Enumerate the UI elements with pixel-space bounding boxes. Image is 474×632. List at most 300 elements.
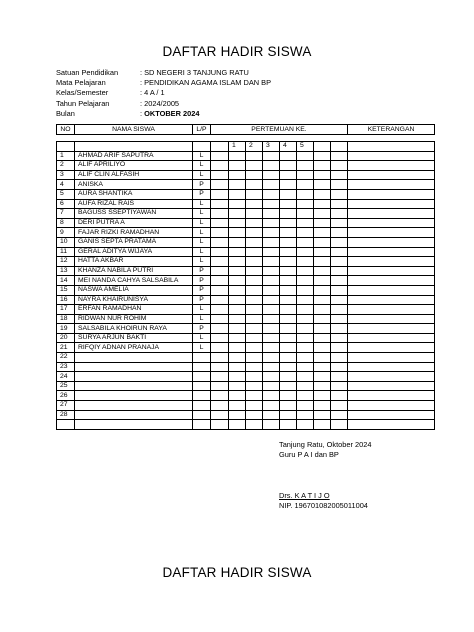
attendance-cell bbox=[331, 401, 348, 411]
attendance-cell bbox=[263, 420, 280, 430]
row-number: 14 bbox=[57, 276, 75, 286]
cell bbox=[75, 142, 193, 152]
attendance-cell bbox=[280, 237, 297, 247]
table-row bbox=[57, 314, 435, 324]
attendance-cell bbox=[331, 295, 348, 305]
attendance-cell bbox=[211, 247, 229, 257]
attendance-cell bbox=[246, 333, 263, 343]
attendance-cell bbox=[297, 372, 314, 382]
attendance-cell bbox=[280, 180, 297, 190]
student-gender bbox=[193, 420, 211, 430]
attendance-cell bbox=[211, 276, 229, 286]
attendance-cell bbox=[280, 362, 297, 372]
student-gender bbox=[193, 410, 211, 420]
attendance-cell bbox=[331, 257, 348, 267]
attendance-cell bbox=[297, 237, 314, 247]
student-name: GERAL ADITYA WIJAYA bbox=[75, 247, 193, 257]
table-row bbox=[57, 199, 435, 209]
attendance-cell bbox=[314, 372, 331, 382]
table-row bbox=[57, 209, 435, 219]
attendance-cell bbox=[314, 266, 331, 276]
student-gender: L bbox=[193, 305, 211, 315]
attendance-cell bbox=[246, 247, 263, 257]
attendance-cell bbox=[246, 228, 263, 238]
attendance-cell bbox=[280, 343, 297, 353]
attendance-cell bbox=[297, 247, 314, 257]
table-row bbox=[57, 151, 435, 161]
student-gender: P bbox=[193, 266, 211, 276]
attendance-cell bbox=[314, 353, 331, 363]
attendance-cell bbox=[263, 372, 280, 382]
info-value: : 4 A / 1 bbox=[140, 88, 165, 98]
notes-cell bbox=[348, 305, 435, 315]
attendance-cell bbox=[297, 420, 314, 430]
notes-cell bbox=[348, 362, 435, 372]
notes-cell bbox=[348, 285, 435, 295]
attendance-cell bbox=[263, 353, 280, 363]
row-number: 12 bbox=[57, 257, 75, 267]
attendance-cell bbox=[229, 237, 246, 247]
table-row bbox=[57, 161, 435, 171]
row-number: 5 bbox=[57, 189, 75, 199]
attendance-cell bbox=[331, 247, 348, 257]
student-name bbox=[75, 410, 193, 420]
table-row bbox=[57, 410, 435, 420]
attendance-cell bbox=[263, 324, 280, 334]
attendance-cell bbox=[280, 218, 297, 228]
student-name: DERI PUTRA A bbox=[75, 218, 193, 228]
row-number: 18 bbox=[57, 314, 75, 324]
student-name: ERFAN RAMADHAN bbox=[75, 305, 193, 315]
student-gender: L bbox=[193, 247, 211, 257]
student-name bbox=[75, 401, 193, 411]
student-gender bbox=[193, 381, 211, 391]
info-row-subject bbox=[56, 78, 271, 88]
student-name: AHMAD ARIF SAPUTRA bbox=[75, 151, 193, 161]
attendance-cell bbox=[229, 257, 246, 267]
row-number: 6 bbox=[57, 199, 75, 209]
table-row bbox=[57, 391, 435, 401]
attendance-cell bbox=[263, 276, 280, 286]
student-gender bbox=[193, 353, 211, 363]
info-label: Bulan bbox=[56, 108, 75, 118]
notes-cell bbox=[348, 257, 435, 267]
attendance-cell bbox=[229, 161, 246, 171]
attendance-cell bbox=[314, 151, 331, 161]
row-number: 21 bbox=[57, 343, 75, 353]
table-row bbox=[57, 295, 435, 305]
table-row bbox=[57, 276, 435, 286]
header-notes: KETERANGAN bbox=[348, 125, 435, 135]
notes-cell bbox=[348, 247, 435, 257]
attendance-cell bbox=[280, 257, 297, 267]
attendance-cell bbox=[211, 209, 229, 219]
student-gender: L bbox=[193, 218, 211, 228]
attendance-cell bbox=[229, 353, 246, 363]
student-name: RIFQIY ADNAN PRANAJA bbox=[75, 343, 193, 353]
attendance-cell bbox=[314, 257, 331, 267]
attendance-cell bbox=[297, 295, 314, 305]
row-number: 3 bbox=[57, 170, 75, 180]
table-row bbox=[57, 305, 435, 315]
attendance-cell bbox=[314, 161, 331, 171]
student-name bbox=[75, 362, 193, 372]
attendance-cell bbox=[331, 420, 348, 430]
notes-cell bbox=[348, 381, 435, 391]
attendance-cell bbox=[229, 391, 246, 401]
attendance-cell bbox=[229, 362, 246, 372]
attendance-cell bbox=[263, 333, 280, 343]
attendance-cell bbox=[229, 420, 246, 430]
student-gender: L bbox=[193, 343, 211, 353]
table-row bbox=[57, 180, 435, 190]
notes-cell bbox=[348, 343, 435, 353]
notes-cell bbox=[348, 228, 435, 238]
meeting-number: 5 bbox=[297, 142, 314, 152]
next-page-title: DAFTAR HADIR SISWA bbox=[162, 565, 312, 580]
notes-cell bbox=[348, 161, 435, 171]
attendance-cell bbox=[331, 362, 348, 372]
attendance-cell bbox=[229, 266, 246, 276]
attendance-cell bbox=[314, 180, 331, 190]
cell bbox=[211, 142, 229, 152]
notes-cell bbox=[348, 180, 435, 190]
notes-cell bbox=[348, 199, 435, 209]
header-no: NO bbox=[57, 125, 75, 135]
attendance-cell bbox=[280, 266, 297, 276]
attendance-cell bbox=[246, 372, 263, 382]
attendance-cell bbox=[297, 285, 314, 295]
attendance-cell bbox=[280, 333, 297, 343]
attendance-cell bbox=[263, 228, 280, 238]
attendance-cell bbox=[263, 391, 280, 401]
attendance-cell bbox=[331, 285, 348, 295]
attendance-cell bbox=[229, 295, 246, 305]
table-row bbox=[57, 247, 435, 257]
attendance-cell bbox=[211, 180, 229, 190]
attendance-cell bbox=[246, 209, 263, 219]
attendance-cell bbox=[297, 228, 314, 238]
notes-cell bbox=[348, 170, 435, 180]
attendance-cell bbox=[280, 228, 297, 238]
attendance-cell bbox=[297, 381, 314, 391]
info-row-year bbox=[56, 99, 271, 109]
attendance-cell bbox=[211, 189, 229, 199]
attendance-cell bbox=[314, 218, 331, 228]
attendance-cell bbox=[314, 401, 331, 411]
student-name: SALSABILA KHOIRUN RAYA bbox=[75, 324, 193, 334]
attendance-cell bbox=[263, 218, 280, 228]
attendance-cell bbox=[280, 305, 297, 315]
student-gender: P bbox=[193, 180, 211, 190]
student-gender: L bbox=[193, 151, 211, 161]
attendance-cell bbox=[229, 372, 246, 382]
attendance-cell bbox=[280, 209, 297, 219]
row-number: 1 bbox=[57, 151, 75, 161]
attendance-cell bbox=[314, 170, 331, 180]
table-row bbox=[57, 324, 435, 334]
notes-cell bbox=[348, 295, 435, 305]
attendance-cell bbox=[314, 285, 331, 295]
row-number: 9 bbox=[57, 228, 75, 238]
attendance-cell bbox=[297, 209, 314, 219]
attendance-cell bbox=[246, 151, 263, 161]
attendance-cell bbox=[297, 199, 314, 209]
attendance-cell bbox=[211, 401, 229, 411]
meeting-number: 4 bbox=[280, 142, 297, 152]
attendance-cell bbox=[263, 314, 280, 324]
cell bbox=[348, 142, 435, 152]
row-number: 4 bbox=[57, 180, 75, 190]
attendance-cell bbox=[331, 151, 348, 161]
student-name bbox=[75, 391, 193, 401]
student-name: BAGUSS SSEPTIYAWAN bbox=[75, 209, 193, 219]
student-name: FAJAR RIZKI RAMADHAN bbox=[75, 228, 193, 238]
attendance-cell bbox=[314, 247, 331, 257]
attendance-cell bbox=[229, 189, 246, 199]
notes-cell bbox=[348, 237, 435, 247]
row-number: 19 bbox=[57, 324, 75, 334]
student-gender: L bbox=[193, 199, 211, 209]
student-gender: L bbox=[193, 228, 211, 238]
info-label: Satuan Pendidikan bbox=[56, 68, 119, 77]
cell bbox=[193, 142, 211, 152]
attendance-cell bbox=[314, 381, 331, 391]
header-lp: L/P bbox=[193, 125, 211, 135]
attendance-cell bbox=[211, 218, 229, 228]
attendance-cell bbox=[331, 209, 348, 219]
attendance-cell bbox=[211, 305, 229, 315]
attendance-cell bbox=[229, 305, 246, 315]
student-gender: L bbox=[193, 257, 211, 267]
attendance-cell bbox=[297, 276, 314, 286]
attendance-cell bbox=[314, 314, 331, 324]
table-row bbox=[57, 362, 435, 372]
student-gender: L bbox=[193, 333, 211, 343]
info-row-month bbox=[56, 109, 271, 119]
attendance-cell bbox=[211, 410, 229, 420]
attendance-cell bbox=[280, 161, 297, 171]
student-gender: L bbox=[193, 237, 211, 247]
attendance-cell bbox=[229, 180, 246, 190]
attendance-cell bbox=[314, 391, 331, 401]
student-name: MEI NANDA CAHYA SALSABILA bbox=[75, 276, 193, 286]
attendance-cell bbox=[263, 247, 280, 257]
row-number: 2 bbox=[57, 161, 75, 171]
attendance-table-body bbox=[57, 125, 435, 430]
student-gender: P bbox=[193, 295, 211, 305]
attendance-cell bbox=[314, 228, 331, 238]
attendance-cell bbox=[246, 391, 263, 401]
table-row bbox=[57, 218, 435, 228]
attendance-cell bbox=[246, 401, 263, 411]
attendance-cell bbox=[246, 343, 263, 353]
row-number: 8 bbox=[57, 218, 75, 228]
attendance-cell bbox=[246, 295, 263, 305]
attendance-cell bbox=[280, 381, 297, 391]
attendance-cell bbox=[211, 362, 229, 372]
meeting-number: 2 bbox=[246, 142, 263, 152]
table-row bbox=[57, 237, 435, 247]
attendance-cell bbox=[263, 343, 280, 353]
attendance-cell bbox=[297, 266, 314, 276]
student-name: HATTA AKBAR bbox=[75, 257, 193, 267]
attendance-cell bbox=[229, 218, 246, 228]
student-name bbox=[75, 420, 193, 430]
row-number bbox=[57, 420, 75, 430]
table-row bbox=[57, 333, 435, 343]
header-meeting: PERTEMUAN KE. bbox=[211, 125, 348, 135]
signature-place-date: Tanjung Ratu, Oktober 2024 bbox=[279, 440, 372, 449]
attendance-cell bbox=[211, 333, 229, 343]
attendance-cell bbox=[229, 343, 246, 353]
student-name: SURYA ARJUN BAKTI bbox=[75, 333, 193, 343]
attendance-cell bbox=[263, 209, 280, 219]
attendance-cell bbox=[211, 372, 229, 382]
attendance-cell bbox=[297, 410, 314, 420]
student-gender: P bbox=[193, 285, 211, 295]
info-value: : SD NEGERI 3 TANJUNG RATU bbox=[140, 68, 249, 77]
attendance-cell bbox=[246, 170, 263, 180]
attendance-cell bbox=[263, 362, 280, 372]
attendance-cell bbox=[229, 285, 246, 295]
attendance-cell bbox=[229, 247, 246, 257]
attendance-cell bbox=[263, 295, 280, 305]
row-number: 17 bbox=[57, 305, 75, 315]
notes-cell bbox=[348, 410, 435, 420]
signature-name: Drs. K A T I J O bbox=[279, 491, 330, 500]
attendance-cell bbox=[211, 228, 229, 238]
student-gender: P bbox=[193, 324, 211, 334]
notes-cell bbox=[348, 420, 435, 430]
attendance-cell bbox=[280, 401, 297, 411]
attendance-cell bbox=[211, 285, 229, 295]
attendance-cell bbox=[297, 324, 314, 334]
attendance-cell bbox=[263, 170, 280, 180]
attendance-cell bbox=[297, 161, 314, 171]
notes-cell bbox=[348, 391, 435, 401]
attendance-cell bbox=[211, 353, 229, 363]
attendance-cell bbox=[280, 353, 297, 363]
attendance-cell bbox=[246, 276, 263, 286]
attendance-cell bbox=[229, 324, 246, 334]
attendance-cell bbox=[211, 420, 229, 430]
row-number: 16 bbox=[57, 295, 75, 305]
student-name: KHANZA NABILA PUTRI bbox=[75, 266, 193, 276]
student-gender: P bbox=[193, 189, 211, 199]
attendance-cell bbox=[229, 209, 246, 219]
spacer-cell bbox=[57, 135, 435, 142]
attendance-cell bbox=[331, 372, 348, 382]
notes-cell bbox=[348, 324, 435, 334]
identity-block bbox=[56, 68, 271, 119]
student-name: ALIF CLIN ALFASIH bbox=[75, 170, 193, 180]
attendance-cell bbox=[280, 314, 297, 324]
attendance-cell bbox=[314, 209, 331, 219]
meeting-number bbox=[331, 142, 348, 152]
signature-nip: NIP. 196701082005011004 bbox=[279, 501, 368, 510]
info-row-school bbox=[56, 68, 271, 78]
notes-cell bbox=[348, 209, 435, 219]
attendance-cell bbox=[229, 410, 246, 420]
attendance-cell bbox=[246, 237, 263, 247]
attendance-cell bbox=[246, 218, 263, 228]
attendance-cell bbox=[331, 276, 348, 286]
attendance-cell bbox=[263, 266, 280, 276]
table-row bbox=[57, 266, 435, 276]
attendance-cell bbox=[297, 257, 314, 267]
attendance-cell bbox=[331, 199, 348, 209]
attendance-cell bbox=[331, 381, 348, 391]
attendance-cell bbox=[211, 237, 229, 247]
notes-cell bbox=[348, 372, 435, 382]
student-name: GANIS SEPTA PRATAMA bbox=[75, 237, 193, 247]
attendance-cell bbox=[263, 305, 280, 315]
attendance-cell bbox=[331, 343, 348, 353]
attendance-cell bbox=[263, 401, 280, 411]
signature-block bbox=[279, 440, 371, 511]
attendance-cell bbox=[280, 247, 297, 257]
header-name: NAMA SISWA bbox=[75, 125, 193, 135]
info-value bbox=[140, 109, 199, 119]
meeting-number: 3 bbox=[263, 142, 280, 152]
month-value: OKTOBER 2024 bbox=[144, 108, 200, 118]
attendance-cell bbox=[297, 180, 314, 190]
notes-cell bbox=[348, 401, 435, 411]
notes-cell bbox=[348, 151, 435, 161]
attendance-cell bbox=[263, 257, 280, 267]
table-row bbox=[57, 381, 435, 391]
attendance-cell bbox=[280, 189, 297, 199]
attendance-cell bbox=[246, 285, 263, 295]
attendance-cell bbox=[297, 305, 314, 315]
attendance-cell bbox=[297, 218, 314, 228]
signature-space bbox=[279, 460, 371, 491]
notes-cell bbox=[348, 314, 435, 324]
table-row bbox=[57, 189, 435, 199]
meeting-number: 1 bbox=[229, 142, 246, 152]
attendance-cell bbox=[229, 170, 246, 180]
row-number: 13 bbox=[57, 266, 75, 276]
row-number: 26 bbox=[57, 391, 75, 401]
table-row bbox=[57, 228, 435, 238]
table-row bbox=[57, 257, 435, 267]
attendance-cell bbox=[229, 401, 246, 411]
attendance-cell bbox=[280, 151, 297, 161]
attendance-cell bbox=[297, 314, 314, 324]
attendance-cell bbox=[263, 199, 280, 209]
document-title: DAFTAR HADIR SISWA bbox=[162, 44, 312, 59]
notes-cell bbox=[348, 218, 435, 228]
student-name bbox=[75, 381, 193, 391]
table-spacer-row bbox=[57, 135, 435, 142]
row-number: 7 bbox=[57, 209, 75, 219]
student-gender: L bbox=[193, 209, 211, 219]
attendance-cell bbox=[246, 410, 263, 420]
meeting-number bbox=[314, 142, 331, 152]
attendance-cell bbox=[331, 237, 348, 247]
attendance-cell bbox=[229, 381, 246, 391]
attendance-cell bbox=[331, 218, 348, 228]
attendance-cell bbox=[246, 381, 263, 391]
notes-cell bbox=[348, 189, 435, 199]
table-row bbox=[57, 420, 435, 430]
student-gender bbox=[193, 372, 211, 382]
attendance-cell bbox=[246, 314, 263, 324]
info-label: Mata Pelajaran bbox=[56, 78, 106, 88]
attendance-cell bbox=[229, 151, 246, 161]
attendance-cell bbox=[246, 189, 263, 199]
